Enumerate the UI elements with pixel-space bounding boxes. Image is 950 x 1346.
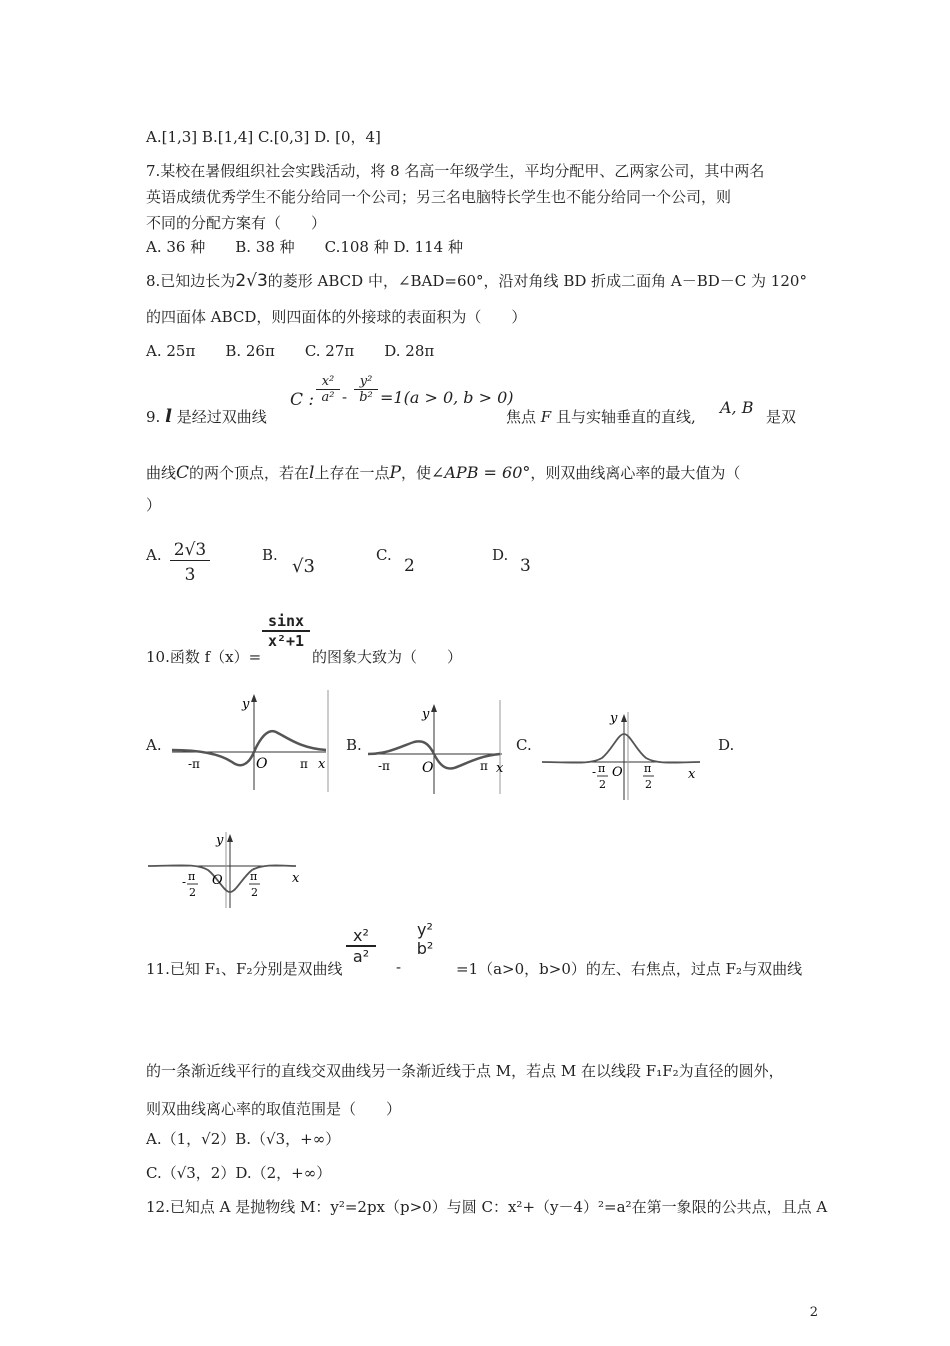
q9-b-squared: b² xyxy=(354,389,378,405)
q9-option-d-value: 3 xyxy=(520,556,531,576)
graph-a-y-label: y xyxy=(242,697,250,712)
graph-d-pi-num: π xyxy=(250,870,258,883)
q8-line-2: 的四面体 ABCD，则四面体的外接球的表面积为（ ） xyxy=(146,308,527,326)
graph-b-origin: O xyxy=(422,760,434,776)
q9-line-1-end xyxy=(506,406,696,427)
q6-options: A.[1,3] B.[1,4] C.[0,3] D. [0，4] xyxy=(146,128,381,146)
q11-options-1: A.（1，√2）B.（√3，+∞） xyxy=(146,1130,341,1148)
graph-b-y-arrow xyxy=(431,704,437,712)
graph-d-y-arrow xyxy=(227,834,233,842)
graph-b-y-label: y xyxy=(422,707,430,722)
graph-b-pi: π xyxy=(480,759,488,773)
graph-c-neg-pi-num: π xyxy=(598,762,606,775)
q11-pre: 11.已知 F₁、F₂分别是双曲线 xyxy=(146,960,343,978)
q9-points-ab: A, B xyxy=(720,398,754,417)
q9-option-a-numerator: 2√3 xyxy=(173,540,207,560)
q9-l2-curve: C xyxy=(176,463,190,483)
q7-line-2: 英语成绩优秀学生不能分给同一个公司；另三名电脑特长学生也不能分给同一个公司，则 xyxy=(146,188,732,206)
graph-d xyxy=(146,830,306,910)
q9-text-2: 焦点 xyxy=(506,408,537,426)
q7-options: A. 36 种 B. 38 种 C.108 种 D. 114 种 xyxy=(146,238,463,256)
q9-equation-rhs: =1(a > 0, b > 0) xyxy=(380,388,514,407)
q8-post: 的菱形 ABCD 中，∠BAD=60°，沿对角线 BD 折成二面角 A－BD－C 为 120° xyxy=(267,272,807,290)
q8-side-length: 2√3 xyxy=(235,271,268,291)
q11-b-squared: b² xyxy=(416,939,434,958)
graph-a-pi: π xyxy=(300,757,308,771)
q9-text-4: 是双 xyxy=(766,408,797,426)
graph-d-neg-pi-num: π xyxy=(188,870,196,883)
q9-l2-e: ，则双曲线离心率的最大值为（ xyxy=(530,464,741,482)
q10-numerator: sinx xyxy=(267,612,305,630)
q9-number: 9. xyxy=(146,408,161,426)
page-number: 2 xyxy=(809,1305,818,1320)
q8-options: A. 25π B. 26π C. 27π D. 28π xyxy=(146,342,435,360)
graph-a-origin: O xyxy=(256,756,268,772)
q9-line-2 xyxy=(146,462,740,483)
q9-line-1-start xyxy=(146,406,267,427)
graph-a-label: A. xyxy=(146,736,162,754)
q12-line-1: 12.已知点 A 是抛物线 M：y²=2px（p>0）与圆 C：x²+（y－4）²=a²在第一象限的公共点，且点 A xyxy=(146,1198,828,1216)
graph-c-curve xyxy=(542,734,700,763)
q10-text-post: 的图象大致为（ ） xyxy=(312,648,463,666)
q9-l2-angle: ∠APB = 60° xyxy=(430,463,531,482)
graph-b xyxy=(366,698,510,796)
graph-c-label: C. xyxy=(516,736,532,754)
q7-line-3: 不同的分配方案有（ ） xyxy=(146,214,327,232)
graph-b-label: B. xyxy=(346,736,362,754)
q11-line-3: 则双曲线离心率的取值范围是（ ） xyxy=(146,1100,402,1118)
graph-c-pi-den: 2 xyxy=(645,778,652,791)
q9-fraction-y xyxy=(354,374,378,405)
q9-option-d-label: D. xyxy=(492,546,509,564)
q9-text-1: 是经过双曲线 xyxy=(176,408,267,426)
q11-fraction-x xyxy=(346,926,376,966)
q11-options-2: C.（√3，2）D.（2，+∞） xyxy=(146,1164,332,1182)
graph-d-x-label: x xyxy=(292,871,300,886)
q11-y-squared: y² xyxy=(417,920,433,939)
graph-a xyxy=(170,688,334,792)
graph-a-y-arrow xyxy=(251,694,257,702)
q9-line-3: ） xyxy=(146,496,162,514)
q10-fraction xyxy=(262,612,310,650)
q11-post: =1（a>0，b>0）的左、右焦点，过点 F₂与双曲线 xyxy=(456,960,803,978)
q9-option-b-label: B. xyxy=(262,546,278,564)
q9-text-3: 且与实轴垂直的直线, xyxy=(556,408,696,426)
q9-option-c-label: C. xyxy=(376,546,392,564)
q11-fraction-y xyxy=(410,920,440,958)
q8-pre: 8.已知边长为 xyxy=(146,272,236,290)
graph-d-origin: O xyxy=(212,873,223,888)
q11-line-2: 的一条渐近线平行的直线交双曲线另一条渐近线于点 M，若点 M 在以线段 F₁F₂为直径的圆外， xyxy=(146,1062,784,1080)
q9-option-c-value: 2 xyxy=(404,556,415,576)
graph-c-y-arrow xyxy=(621,714,627,722)
graph-a-x-label: x xyxy=(318,757,326,772)
graph-d-neg-pi-den: 2 xyxy=(189,886,196,899)
q8-line-1 xyxy=(146,270,807,291)
q9-x-squared: x² xyxy=(321,374,335,389)
graph-c-y-label: y xyxy=(610,711,618,726)
graph-d-y-label: y xyxy=(216,833,224,848)
q9-l2-d: ，使 xyxy=(400,464,431,482)
graph-b-neg-pi: -π xyxy=(378,759,390,773)
q9-focus-f: F xyxy=(540,408,552,426)
q11-minus: - xyxy=(396,958,402,976)
graph-c-neg-pi-den: 2 xyxy=(599,778,606,791)
q9-option-a-label: A. xyxy=(146,546,162,564)
q9-l2-point: P xyxy=(389,463,401,483)
graph-a-neg-pi: -π xyxy=(188,757,200,771)
q7-line-1: 7.某校在暑假组织社会实践活动，将 8 名高一年级学生，平均分配甲、乙两家公司，其中两名 xyxy=(146,162,765,180)
q11-x-squared: x² xyxy=(353,926,369,945)
graph-c-x-label: x xyxy=(688,767,696,782)
graph-b-x-label: x xyxy=(496,761,504,776)
q11-a-squared: a² xyxy=(346,945,376,966)
graph-d-label: D. xyxy=(718,736,735,754)
q9-option-b-value: √3 xyxy=(292,556,315,577)
graph-c-neg: - xyxy=(592,765,597,779)
q9-curve-c: C : xyxy=(290,390,315,410)
graph-c-origin: O xyxy=(612,765,623,780)
q9-l2-a: 曲线 xyxy=(146,464,177,482)
q9-y-squared: y² xyxy=(359,374,373,389)
q9-fraction-x xyxy=(316,374,340,405)
q9-option-a-fraction xyxy=(170,540,210,585)
q9-line-l: l xyxy=(165,406,172,427)
q10-denominator: x²+1 xyxy=(262,630,310,650)
q9-minus: - xyxy=(342,388,348,406)
q9-option-a-denominator: 3 xyxy=(170,560,210,585)
graph-c xyxy=(540,710,706,802)
q9-a-squared: a² xyxy=(316,389,340,405)
q9-l2-c: 上存在一点 xyxy=(314,464,390,482)
graph-d-neg: - xyxy=(182,875,187,889)
q10-text-pre: 10.函数 f（x）= xyxy=(146,648,262,666)
q9-l2-b: 的两个顶点，若在 xyxy=(189,464,310,482)
graph-c-pi-num: π xyxy=(644,762,652,775)
graph-d-pi-den: 2 xyxy=(251,886,258,899)
q9-l2-line: l xyxy=(309,463,315,483)
